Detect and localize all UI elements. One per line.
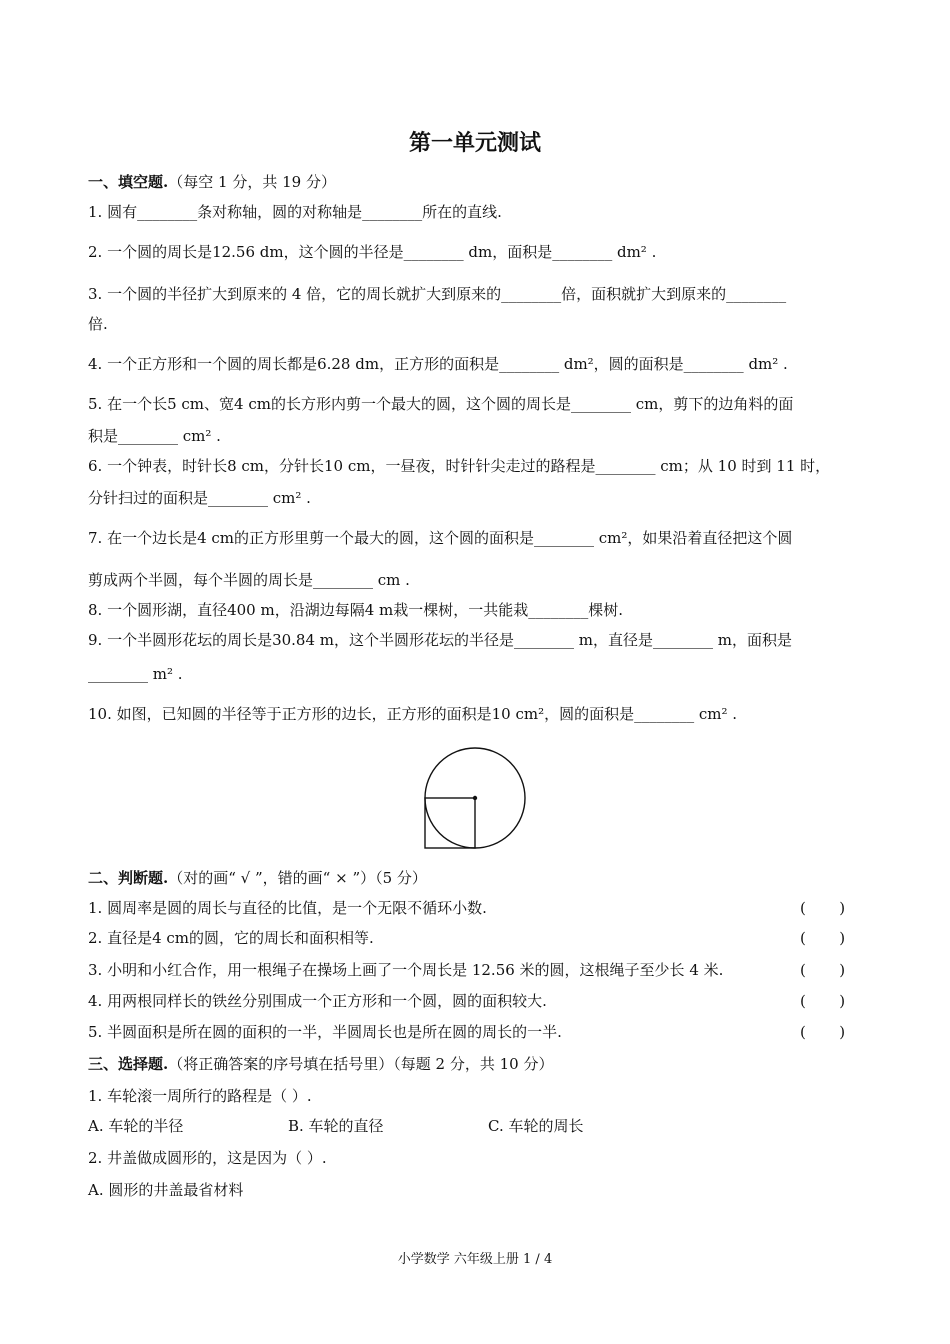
page-title: 第一单元测试: [408, 130, 541, 156]
judge-2: 2. 直径是4 cm的圆，它的周长和面积相等.: [88, 929, 374, 947]
center-point: [473, 796, 477, 800]
answer-paren-2: ( ): [800, 929, 846, 947]
judge-1: 1. 圆周率是圆的周长与直径的比值，是一个无限不循环小数.: [88, 899, 487, 917]
question-1-7-cont: 剪成两个半圆，每个半圆的周长是________ cm .: [88, 571, 410, 589]
section1-note: （每空 1 分，共 19 分）: [168, 173, 336, 191]
answer-paren-3: ( ): [800, 961, 846, 979]
question-1-7: 7. 在一个边长是4 cm的正方形里剪一个最大的圆，这个圆的面积是________ cm²，如果沿着直径把这个圆: [88, 529, 793, 547]
section2-heading: [88, 868, 427, 888]
question-1-2: 2. 一个圆的周长是12.56 dm，这个圆的半径是________ dm，面积是________ dm² .: [88, 243, 657, 261]
question-1-8: 8. 一个圆形湖，直径400 m，沿湖边每隔4 m栽一棵树，一共能栽________棵树.: [88, 601, 624, 619]
question-1-4: 4. 一个正方形和一个圆的周长都是6.28 dm，正方形的面积是________ dm²，圆的面积是________ dm² .: [88, 355, 788, 373]
section1-title: 一、填空题.: [88, 173, 169, 191]
choice-options-1: [88, 1116, 688, 1136]
section3-heading: [88, 1054, 553, 1074]
page-footer: 小学数学 六年级上册 1 / 4: [397, 1252, 553, 1267]
section2-note: （对的画“ √ ”，错的画“ × ”）（5 分）: [168, 869, 427, 887]
answer-paren-4: ( ): [800, 992, 846, 1010]
choice-question-2: 2. 井盖做成圆形的，这是因为（ ）.: [88, 1149, 327, 1167]
judge-5: 5. 半圆面积是所在圆的面积的一半，半圆周长也是所在圆的周长的一半.: [88, 1023, 562, 1041]
question-1-3: 3. 一个圆的半径扩大到原来的 4 倍，它的周长就扩大到原来的________倍，面积就扩大到原来的________: [88, 285, 787, 303]
answer-paren-1: ( ): [800, 899, 846, 917]
option-c: C. 车轮的周长: [488, 1117, 584, 1135]
section3-note: （将正确答案的序号填在括号里）（每题 2 分，共 10 分）: [168, 1055, 554, 1073]
question-1-3-cont: 倍.: [88, 315, 108, 333]
choice-option-2a: A. 圆形的井盖最省材料: [88, 1181, 244, 1199]
question-1-10: 10. 如图，已知圆的半径等于正方形的边长，正方形的面积是10 cm²，圆的面积是________ cm² .: [88, 705, 738, 723]
section1-heading: [88, 172, 336, 192]
option-a: A. 车轮的半径: [88, 1117, 184, 1135]
section3-title: 三、选择题.: [88, 1055, 169, 1073]
question-1-1: 1. 圆有________条对称轴，圆的对称轴是________所在的直线.: [88, 203, 502, 221]
section2-title: 二、判断题.: [88, 869, 169, 887]
question-1-6-cont: 分针扫过的面积是________ cm² .: [88, 489, 311, 507]
answer-paren-5: ( ): [800, 1023, 846, 1041]
question-1-6: 6. 一个钟表，时针长8 cm，分针长10 cm，一昼夜，时针针尖走过的路程是________ cm；从 10 时到 11 时，: [88, 457, 831, 475]
question-1-5-cont: 积是________ cm² .: [88, 427, 221, 445]
judge-4: 4. 用两根同样长的铁丝分别围成一个正方形和一个圆，圆的面积较大.: [88, 992, 547, 1010]
question-1-5: 5. 在一个长5 cm、宽4 cm的长方形内剪一个最大的圆，这个圆的周长是________ cm，剪下的边角料的面: [88, 395, 794, 413]
judge-3: 3. 小明和小红合作，用一根绳子在操场上画了一个周长是 12.56 米的圆，这根绳子至少长 4 米.: [88, 961, 724, 979]
question-1-9-cont: ________ m² .: [88, 665, 183, 683]
circle-square-figure: [420, 746, 530, 856]
option-b: B. 车轮的直径: [288, 1117, 384, 1135]
question-1-9: 9. 一个半圆形花坛的周长是30.84 m，这个半圆形花坛的半径是________ m，直径是________ m，面积是: [88, 631, 792, 649]
choice-question-1: 1. 车轮滚一周所行的路程是（ ）.: [88, 1087, 312, 1105]
